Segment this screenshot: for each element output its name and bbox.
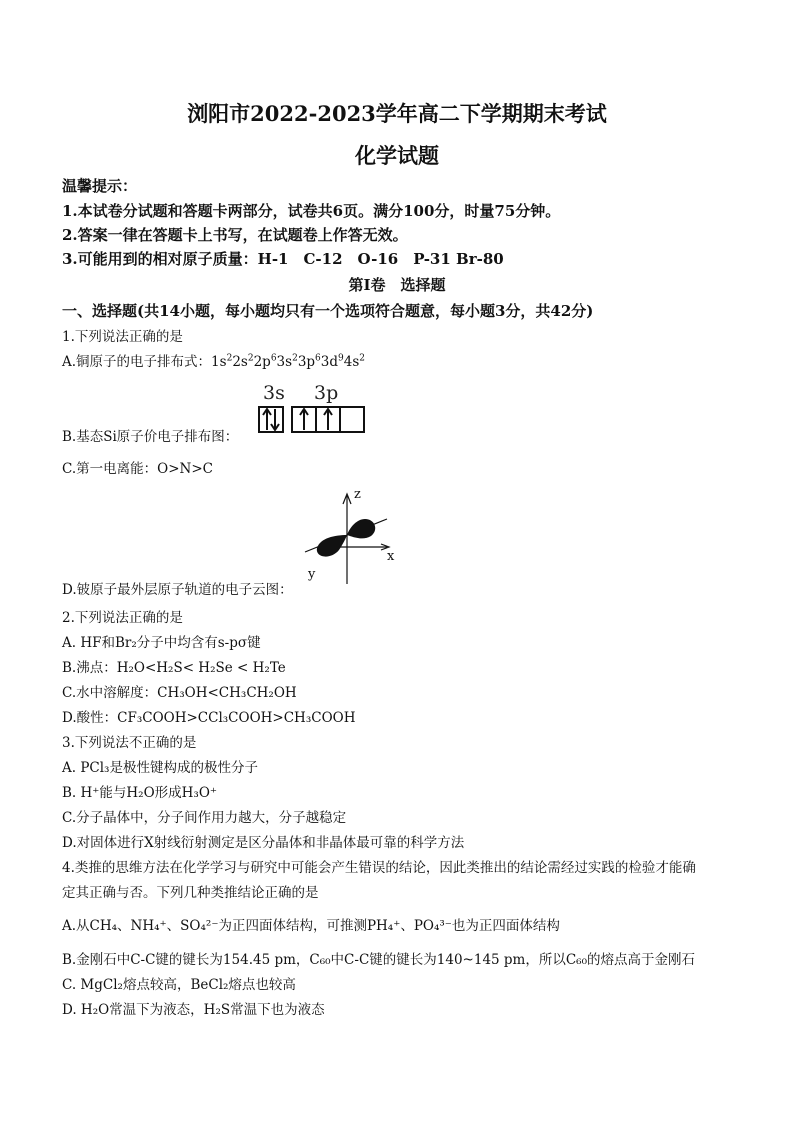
axis-label-z: z <box>354 487 361 502</box>
q2-stem: 2.下列说法正确的是 <box>62 610 183 626</box>
q4-option-a: A.从CH₄、NH₄⁺、SO₄²⁻为正四面体结构，可推测PH₄⁺、PO₄³⁻也为正四面体结构 <box>62 918 560 934</box>
electron-cloud-diagram <box>295 482 415 587</box>
q2-option-b: B.沸点：H₂O<H₂S< H₂Se < H₂Te <box>62 660 286 676</box>
q1-option-a-text: A.铜原子的电子排布式： <box>62 354 212 370</box>
q4-option-c: C. MgCl₂熔点较高，BeCl₂熔点也较高 <box>62 977 296 993</box>
q2-option-d: D.酸性：CF₃COOH>CCl₃COOH>CH₃COOH <box>62 710 356 726</box>
q4-option-d: D. H₂O常温下为液态，H₂S常温下也为液态 <box>62 1002 325 1018</box>
notice-item-1: 1.本试卷分试题和答题卡两部分，试卷共6页。满分100分，时量75分钟。 <box>62 202 561 220</box>
exam-subtitle: 化学试题 <box>355 143 439 168</box>
q3-option-a: A. PCl₃是极性键构成的极性分子 <box>62 760 258 776</box>
lobe-negative <box>317 535 347 557</box>
axis-label-x: x <box>387 549 395 564</box>
orbital-label-3p: 3p <box>314 382 339 404</box>
notice-item-3: 3.可能用到的相对原子质量：H-1 C-12 O-16 P-31 Br-80 <box>62 250 504 268</box>
notice-heading: 温馨提示： <box>62 177 138 195</box>
q4-option-b: B.金刚石中C-C键的键长为154.45 pm，C₆₀中C-C键的键长为140~145 pm，所以C₆₀的熔点高于金刚石 <box>62 952 696 968</box>
orbital-diagram <box>250 378 380 436</box>
orbital-box-3p-3 <box>340 407 364 432</box>
section-heading: 一、选择题(共14小题，每小题均只有一个选项符合题意，每小题3分，共42分) <box>62 302 594 320</box>
exam-title: 浏阳市2022-2023学年高二下学期期末考试 <box>187 101 607 126</box>
q3-option-d: D.对固体进行X射线衍射测定是区分晶体和非晶体最可靠的科学方法 <box>62 835 465 851</box>
orbital-box-3s <box>259 407 283 432</box>
q4-stem-line-2: 定其正确与否。下列几种类推结论正确的是 <box>62 885 319 901</box>
q2-option-a: A. HF和Br₂分子中均含有s-pσ键 <box>62 635 261 651</box>
q2-option-c: C.水中溶解度：CH₃OH<CH₃CH₂OH <box>62 685 297 701</box>
q1-option-d: D.铍原子最外层原子轨道的电子云图： <box>62 582 293 598</box>
electron-configuration: $1s^22s^22p^63s^23p^63d^94s^2$ <box>211 353 366 370</box>
q1-option-a <box>62 350 365 370</box>
lobe-positive <box>347 519 375 538</box>
q3-stem: 3.下列说法不正确的是 <box>62 735 197 751</box>
volume-heading: 第Ⅰ卷 选择题 <box>348 276 446 294</box>
q4-stem-line-1: 4.类推的思维方法在化学学习与研究中可能会产生错误的结论，因此类推出的结论需经过实践的检验才能确 <box>62 860 696 876</box>
q1-option-b: B.基态Si原子价电子排布图： <box>62 429 239 445</box>
notice-item-2: 2.答案一律在答题卡上书写，在试题卷上作答无效。 <box>62 226 408 244</box>
axis-label-y: y <box>308 567 316 582</box>
q3-option-b: B. H⁺能与H₂O形成H₃O⁺ <box>62 785 218 801</box>
q1-option-c: C.第一电离能：O>N>C <box>62 461 213 477</box>
q3-option-c: C.分子晶体中，分子间作用力越大，分子越稳定 <box>62 810 347 826</box>
orbital-label-3s: 3s <box>263 382 285 404</box>
q1-stem: 1.下列说法正确的是 <box>62 329 183 345</box>
